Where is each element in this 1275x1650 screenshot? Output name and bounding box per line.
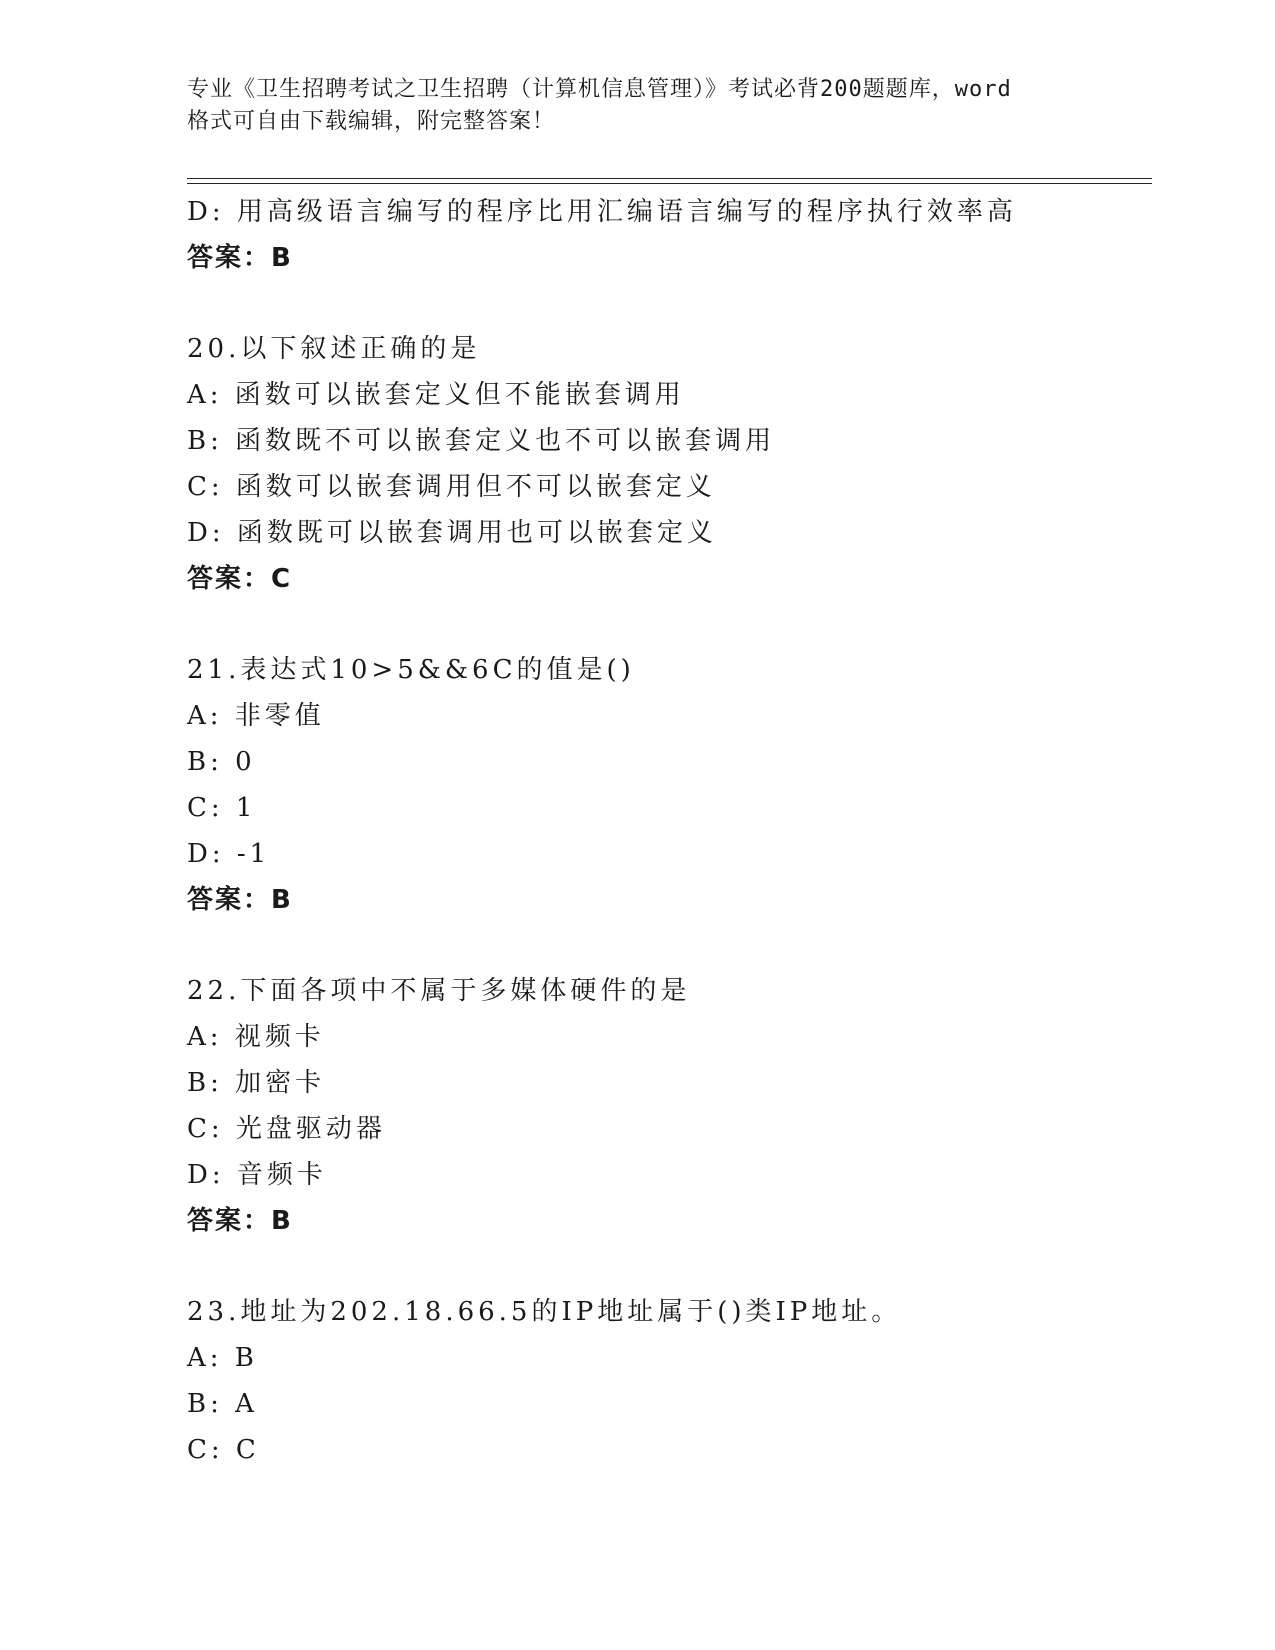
option-b: B: 加密卡 bbox=[187, 1068, 326, 1098]
question-stem: 23.地址为202.18.66.5的IP地址属于()类IP地址。 bbox=[187, 1297, 902, 1327]
question-21 bbox=[187, 647, 1147, 923]
option-c: C: 光盘驱动器 bbox=[187, 1114, 386, 1144]
option-d: D: 函数既可以嵌套调用也可以嵌套定义 bbox=[187, 518, 717, 548]
header-divider-top bbox=[187, 178, 1152, 179]
spacer bbox=[187, 1244, 1147, 1289]
option-c: C: 函数可以嵌套调用但不可以嵌套定义 bbox=[187, 472, 716, 502]
document-header bbox=[187, 74, 1087, 138]
question-stem: 20.以下叙述正确的是 bbox=[187, 334, 481, 364]
header-divider-bottom bbox=[187, 183, 1152, 184]
option-b: B: 0 bbox=[187, 747, 256, 777]
answer-line: 答案：B bbox=[187, 243, 293, 273]
option-a: A: B bbox=[187, 1343, 258, 1373]
option-b: B: A bbox=[187, 1389, 258, 1419]
option-d: D: 用高级语言编写的程序比用汇编语言编写的程序执行效率高 bbox=[187, 197, 1017, 227]
question-stem: 22.下面各项中不属于多媒体硬件的是 bbox=[187, 976, 691, 1006]
option-d: D: 音频卡 bbox=[187, 1160, 327, 1190]
header-line-1: 专业《卫生招聘考试之卫生招聘（计算机信息管理）》考试必背200题题库，word bbox=[187, 77, 1012, 102]
spacer bbox=[187, 923, 1147, 968]
option-b: B: 函数既不可以嵌套定义也不可以嵌套调用 bbox=[187, 426, 776, 456]
option-a: A: 非零值 bbox=[187, 701, 325, 731]
header-line-2: 格式可自由下载编辑，附完整答案！ bbox=[187, 109, 556, 134]
question-20 bbox=[187, 326, 1147, 602]
question-22 bbox=[187, 968, 1147, 1244]
option-c: C: 1 bbox=[187, 793, 257, 823]
question-23 bbox=[187, 1289, 1147, 1473]
answer-line: 答案：C bbox=[187, 564, 293, 594]
answer-line: 答案：B bbox=[187, 1206, 293, 1236]
option-d: D: -1 bbox=[187, 839, 271, 869]
option-c: C: C bbox=[187, 1435, 260, 1465]
question-stem: 21.表达式10>5&&6C的值是() bbox=[187, 655, 635, 685]
option-a: A: 视频卡 bbox=[187, 1022, 325, 1052]
question-19-tail bbox=[187, 189, 1147, 281]
spacer bbox=[187, 602, 1147, 647]
spacer bbox=[187, 281, 1147, 326]
question-list bbox=[187, 189, 1147, 1473]
answer-line: 答案：B bbox=[187, 885, 293, 915]
option-a: A: 函数可以嵌套定义但不能嵌套调用 bbox=[187, 380, 685, 410]
